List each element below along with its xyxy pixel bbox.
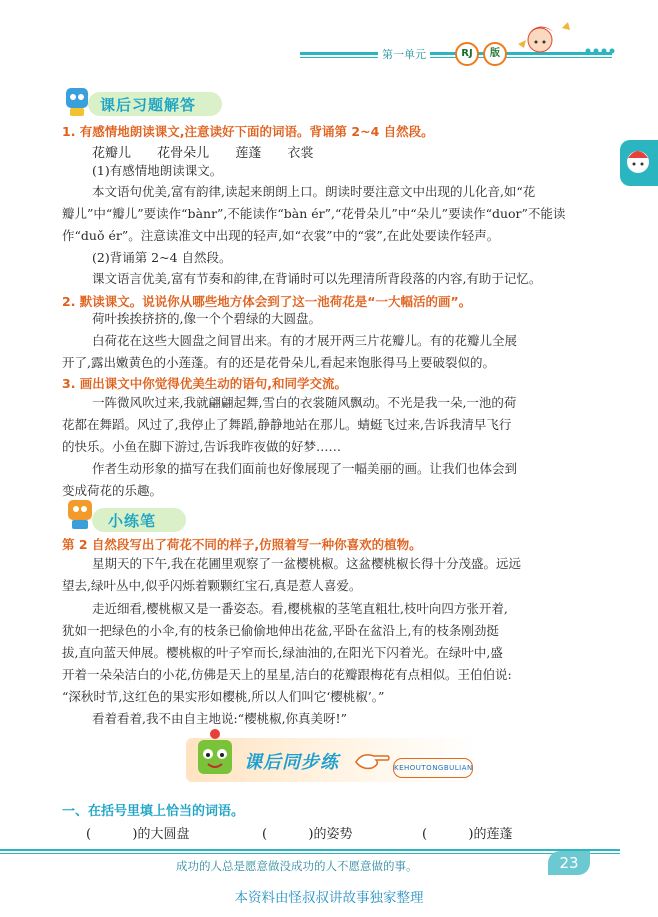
question-1: 1. 有感情地朗读课文,注意读好下面的词语。背诵第 2~4 自然段。 [62, 124, 434, 139]
essay-line: 星期天的下午,我在花圃里观察了一盆樱桃椒。这盆樱桃椒长得十分茂盛。远远 [92, 556, 521, 571]
word-list [92, 142, 325, 161]
section-title: 小练笔 [108, 512, 157, 530]
fill-blank[interactable]: ( )的莲蓬 [422, 827, 513, 842]
answer-line: 荷叶挨挨挤挤的,像一个个碧绿的大圆盘。 [92, 311, 321, 326]
essay-line: 走近细看,樱桃椒又是一番姿态。看,樱桃椒的茎笔直粗壮,枝叶向四方张开着, [92, 601, 508, 616]
cartoon-girl-icon [500, 14, 580, 59]
pointing-hand-icon [352, 748, 392, 772]
sync-title: 课后同步练 [244, 752, 339, 773]
word-item: 花瓣儿 [92, 146, 132, 161]
essay-line: 看着看着,我不由自主地说:“樱桃椒,你真美呀!” [92, 711, 347, 726]
footer-rule [0, 849, 620, 851]
answer-line: 作“duǒ ér”。注意读准文中出现的轻声,如“衣裳”中的“裳”,在此处要读作轻声。 [62, 228, 500, 243]
footer-rule-thin [0, 853, 620, 854]
answer-line: 课文语言优美,富有节奏和韵律,在背诵时可以先理清所背段落的内容,有助于记忆。 [92, 271, 542, 286]
answer-line: 开了,露出嫩黄色的小莲蓬。有的还是花骨朵儿,看起来饱胀得马上要破裂似的。 [62, 355, 495, 370]
fill-blank[interactable]: ( )的大圆盘 [86, 827, 190, 842]
exercise-title: 一、在括号里填上恰当的词语。 [62, 804, 245, 819]
answer-line: 瓣儿”中“瓣儿”要读作“bànr”,不能读作“bàn ér”,“花骨朵儿”中“朵儿”要读作“duor”不能读 [62, 206, 566, 221]
answer-sub: (2)背诵第 2~4 自然段。 [92, 250, 232, 265]
essay-line: 拔,直向蓝天伸展。樱桃椒的叶子窄而长,绿油油的,在阳光下闪着光。在绿叶中,盛 [62, 645, 503, 660]
credit-line: 本资料由怪叔叔讲故事独家整理 [234, 890, 424, 906]
decorative-dots-icon [585, 45, 615, 57]
essay-line: 望去,绿叶丛中,似乎闪烁着颗颗红宝石,真是惹人喜爱。 [62, 578, 362, 593]
question-2: 2. 默读课文。说说你从哪些地方体会到了这一池荷花是“一大幅活的画”。 [62, 294, 472, 309]
section-title: 课后习题解答 [100, 96, 197, 114]
sync-pinyin: KEHOUTONGBULIAN [393, 758, 473, 778]
fill-blank[interactable]: ( )的姿势 [262, 827, 353, 842]
essay-line: 开着一朵朵洁白的小花,仿佛是天上的星星,洁白的花瓣跟梅花有点相似。王伯伯说: [62, 667, 512, 682]
green-monster-icon [192, 728, 240, 784]
essay-line: 犹如一把绿色的小伞,有的枝条已偷偷地伸出花盆,平卧在盆沿上,有的枝条刚劲挺 [62, 623, 499, 638]
rj-badge: RJ [455, 42, 479, 66]
question-3: 3. 画出课文中你觉得优美生动的语句,和同学交流。 [62, 376, 348, 391]
edition-badge: 版 [483, 42, 507, 66]
answer-line: 本文语句优美,富有韵律,读起来朗朗上口。朗读时要注意文中出现的儿化音,如“花 [92, 184, 536, 199]
answer-line: 变成荷花的乐趣。 [62, 483, 163, 498]
answer-line: 一阵微风吹过来,我就翩翩起舞,雪白的衣裳随风飘动。不光是我一朵,一池的荷 [92, 395, 517, 410]
answer-sub: (1)有感情地朗读课文。 [92, 163, 223, 178]
word-item: 衣裳 [287, 146, 314, 161]
answer-line: 白荷花在这些大圆盘之间冒出来。有的才展开两三片花瓣儿。有的花瓣儿全展 [92, 333, 518, 348]
answer-line: 作者生动形象的描写在我们面前也好像展现了一幅美丽的画。让我们也体会到 [92, 461, 518, 476]
page-number: 23 [548, 851, 590, 875]
essay-line: “深秋时节,这红色的果实形如樱桃,所以人们叫它‘樱桃椒’。” [62, 689, 385, 704]
writing-prompt: 第 2 自然段写出了荷花不同的样子,仿照着写一种你喜欢的植物。 [62, 537, 422, 552]
answer-line: 花都在舞蹈。风过了,我停止了舞蹈,静静地站在那儿。蜻蜓飞过来,告诉我清早飞行 [62, 417, 512, 432]
word-item: 花骨朵儿 [157, 146, 210, 161]
word-item: 莲蓬 [235, 146, 262, 161]
answer-line: 的快乐。小鱼在脚下游过,告诉我昨夜做的好梦…… [62, 439, 341, 454]
footer-motto: 成功的人总是愿意做没成功的人不愿意做的事。 [176, 859, 418, 873]
unit-label: 第一单元 [378, 46, 430, 62]
